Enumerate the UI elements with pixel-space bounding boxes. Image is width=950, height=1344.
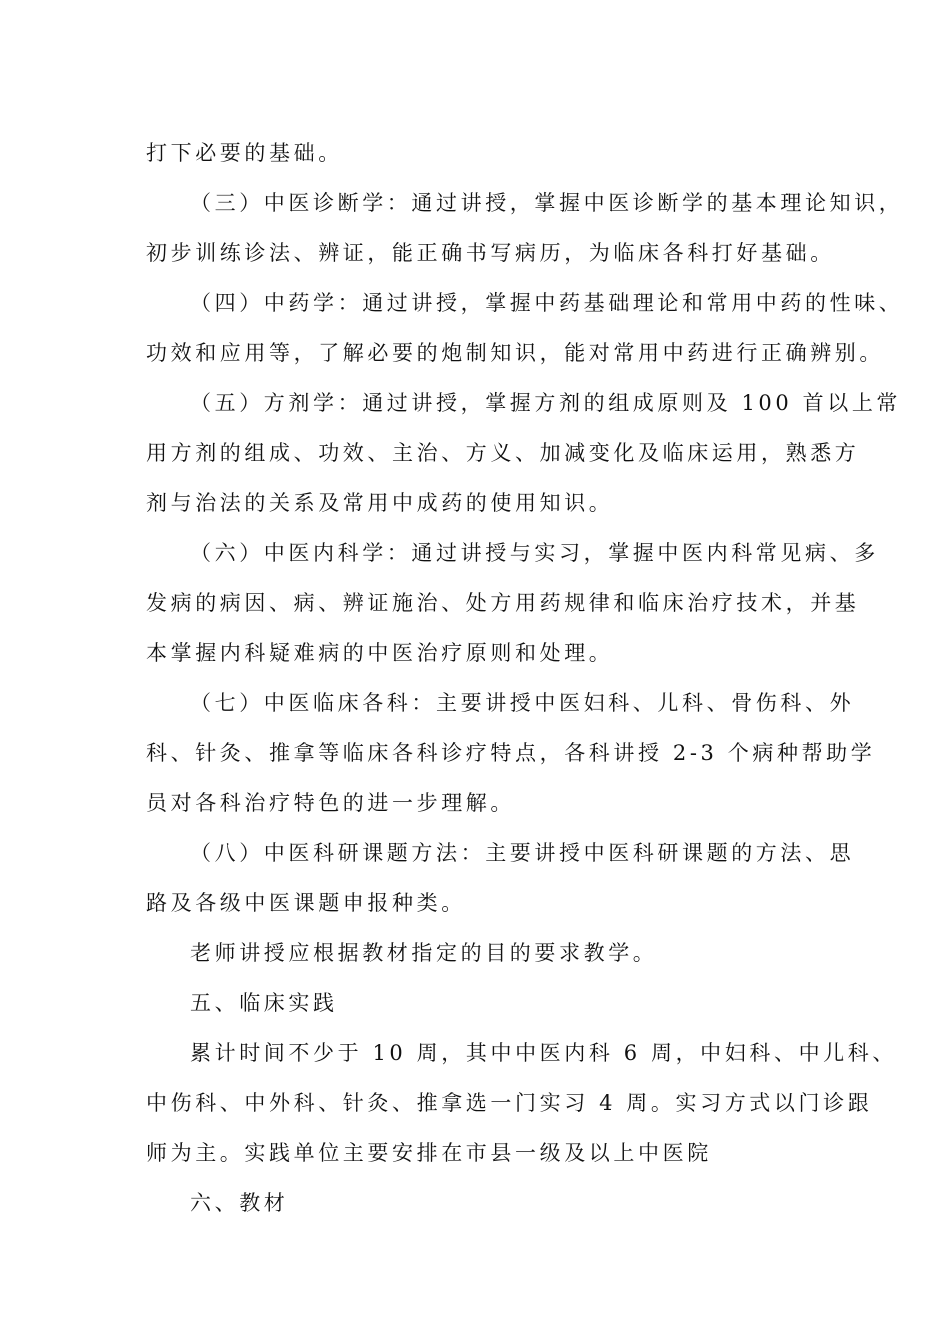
text-line: 师为主。实践单位主要安排在市县一级及以上中医院 xyxy=(146,1141,712,1165)
text-line: 老师讲授应根据教材指定的目的要求教学。 xyxy=(190,941,658,965)
text-line: 本掌握内科疑难病的中医治疗原则和处理。 xyxy=(146,641,614,665)
text-line: 剂与治法的关系及常用中成药的使用知识。 xyxy=(146,491,614,515)
text-line: 功效和应用等，了解必要的炮制知识，能对常用中药进行正确辨别。 xyxy=(146,341,884,365)
text-line: （五）方剂学：通过讲授，掌握方剂的组成原则及 100 首以上常 xyxy=(190,391,902,415)
text-line: （七）中医临床各科：主要讲授中医妇科、儿科、骨伤科、外 xyxy=(190,691,855,715)
text-line: 发病的病因、病、辨证施治、处方用药规律和临床治疗技术，并基 xyxy=(146,591,860,615)
section-heading: 六、教材 xyxy=(190,1191,289,1215)
section-heading: 五、临床实践 xyxy=(190,991,338,1015)
text-line: （八）中医科研课题方法：主要讲授中医科研课题的方法、思 xyxy=(190,841,855,865)
text-line: （六）中医内科学：通过讲授与实习，掌握中医内科常见病、多 xyxy=(190,541,879,565)
text-line: （三）中医诊断学：通过讲授，掌握中医诊断学的基本理论知识， xyxy=(190,191,904,215)
text-line: 打下必要的基础。 xyxy=(146,141,343,165)
text-line: 用方剂的组成、功效、主治、方义、加减变化及临床运用，熟悉方 xyxy=(146,441,860,465)
text-line: 路及各级中医课题申报种类。 xyxy=(146,891,466,915)
text-line: 中伤科、中外科、针灸、推拿选一门实习 4 周。实习方式以门诊跟 xyxy=(146,1091,873,1115)
text-line: 累计时间不少于 10 周，其中中医内科 6 周，中妇科、中儿科、 xyxy=(190,1041,897,1065)
text-line: 初步训练诊法、辨证，能正确书写病历，为临床各科打好基础。 xyxy=(146,241,835,265)
text-line: 科、针灸、推拿等临床各科诊疗特点，各科讲授 2-3 个病种帮助学 xyxy=(146,741,876,765)
text-line: （四）中药学：通过讲授，掌握中药基础理论和常用中药的性味、 xyxy=(190,291,904,315)
text-line: 员对各科治疗特色的进一步理解。 xyxy=(146,791,515,815)
